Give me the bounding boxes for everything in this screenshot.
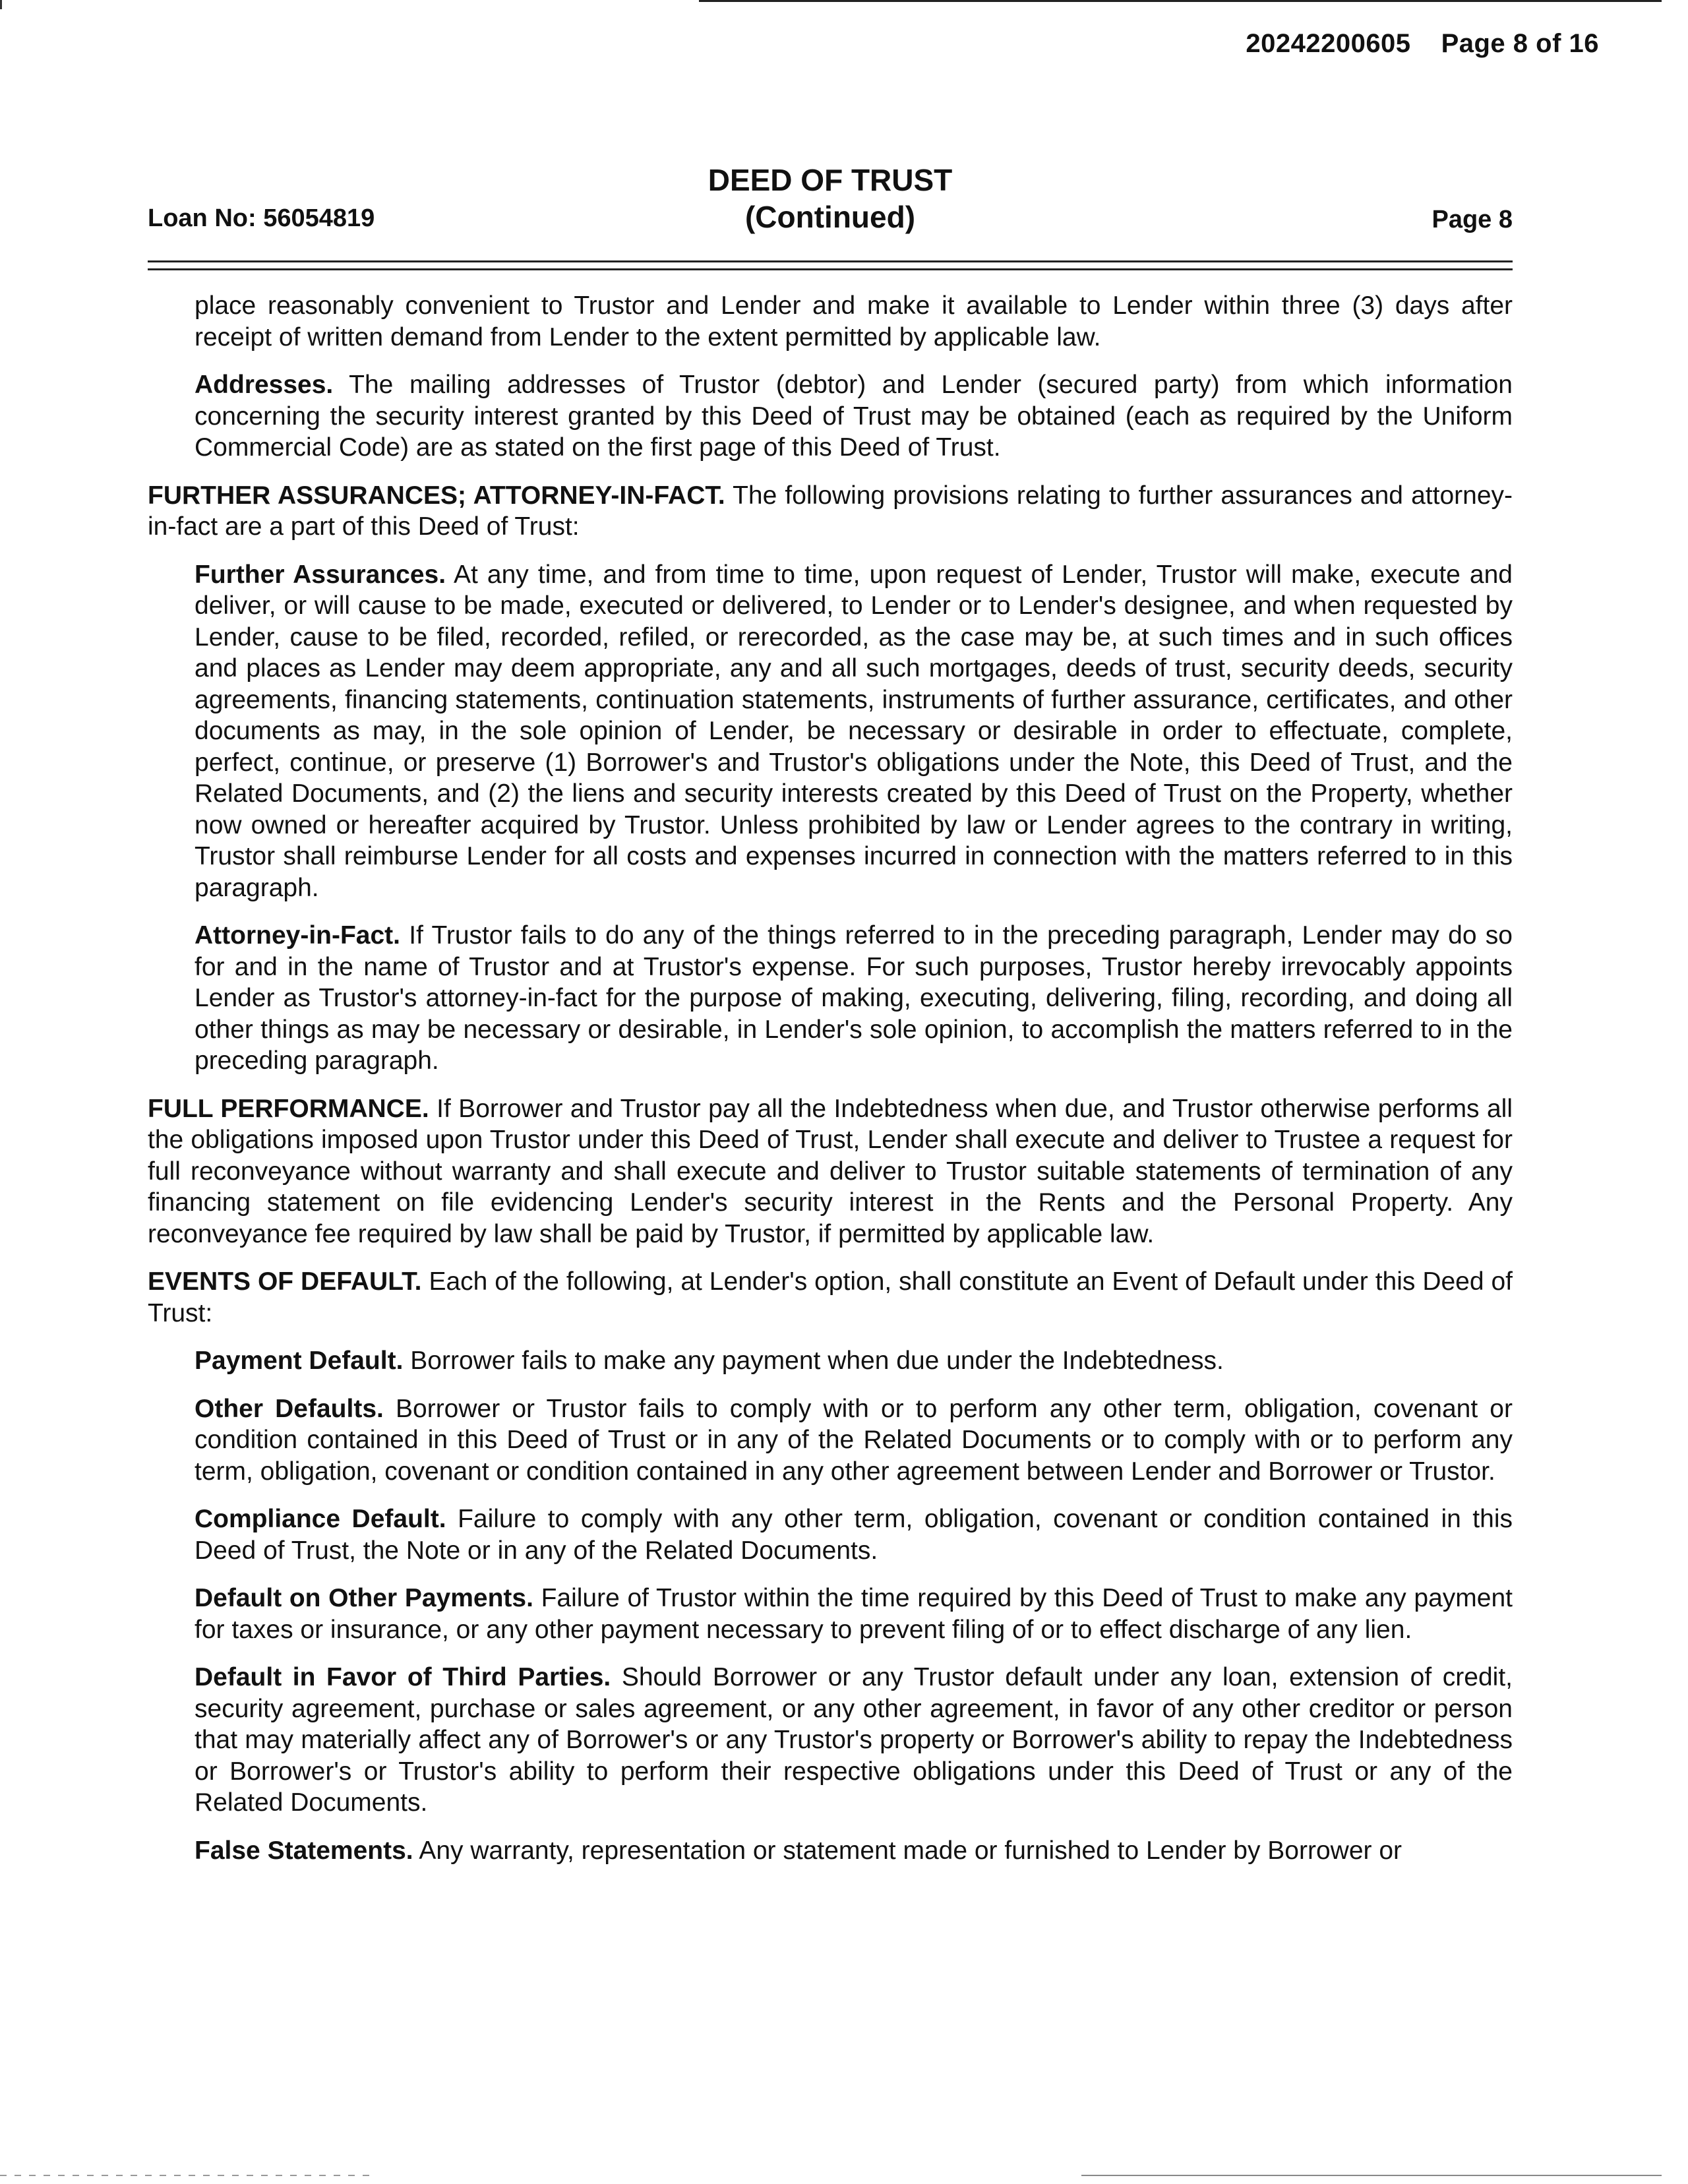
paragraph-heading: Addresses. bbox=[195, 371, 334, 399]
section-full-performance bbox=[148, 1093, 1513, 1250]
paragraph-text: If Trustor fails to do any of the things referred to in the preceding paragraph, Lender may do so for and in the name of Trustor and at Trustor's expense. For such purposes, Trustor hereby irrevocably appoints Lender as Trustor's attorney-in-fact for the purpose of making, executing, delivering, filing, recording, and doing all other things as may be necessary or desirable, in Lender's sole opinion, to accomplish the matters referred to in the preceding paragraph. bbox=[195, 921, 1513, 1075]
scan-artifact-left bbox=[0, 2175, 369, 2176]
recording-stamp bbox=[1246, 29, 1599, 59]
paragraph-text: Borrower fails to make any payment when due under the Indebtedness. bbox=[410, 1347, 1224, 1375]
section-text: The following provisions relating to further assurances and attorney-in-fact are a part of this Deed of Trust: bbox=[148, 481, 1513, 541]
paragraph-heading: Further Assurances. bbox=[195, 560, 446, 589]
section-events-of-default bbox=[148, 1266, 1513, 1329]
paragraph-text: Any warranty, representation or statement made or furnished to Lender by Borrower or bbox=[419, 1836, 1402, 1865]
paragraph-payment-default bbox=[195, 1345, 1513, 1377]
paragraph-heading: Default in Favor of Third Parties. bbox=[195, 1663, 611, 1691]
paragraph-text: At any time, and from time to time, upon request of Lender, Trustor will make, execute and deliver, or will cause to be made, executed or delivered, to Lender or to Lender's designee, and when requested by Lender, cause to be filed, recorded, refiled, or rerecorded, as the case may be, at such times and in such offices and places as Lender may deem appropriate, any and all such mortgages, deeds of trust, security deeds, security agreements, financing statements, continuation statements, instruments of further assurance, certificates, and other documents as may, in the sole opinion of Lender, be necessary or desirable in order to effectuate, complete, perfect, continue, or preserve (1) Borrower's and Trustor's obligations under the Note, this Deed of Trust, and the Related Documents, and (2) the liens and security interests created by this Deed of Trust on the Property, whether now owned or hereafter acquired by Trustor. Unless prohibited by law or Lender agrees to the contrary in writing, Trustor shall reimburse Lender for all costs and expenses incurred in connection with the matters referred to in this paragraph. bbox=[195, 560, 1513, 902]
paragraph-other-defaults bbox=[195, 1393, 1513, 1488]
header-rule-top bbox=[148, 260, 1513, 262]
paragraph-text: Failure to comply with any other term, obligation, covenant or condition contained in this Deed of Trust, the Note or in any of the Related Documents. bbox=[195, 1505, 1513, 1565]
scan-artifact-right bbox=[1081, 2175, 1662, 2176]
scan-top-rule bbox=[699, 0, 1662, 2]
section-heading: FULL PERFORMANCE. bbox=[148, 1094, 429, 1123]
loan-number: Loan No: 56054819 bbox=[148, 204, 375, 232]
title-main: DEED OF TRUST bbox=[708, 163, 953, 197]
page-number: Page 8 bbox=[1432, 206, 1513, 233]
paragraph-continuation bbox=[195, 290, 1513, 353]
section-text: Each of the following, at Lender's option, shall constitute an Event of Default under this Deed of Trust: bbox=[148, 1267, 1513, 1327]
paragraph-heading: Attorney-in-Fact. bbox=[195, 921, 400, 950]
header-rule-bottom bbox=[148, 268, 1513, 270]
recording-number: 20242200605 bbox=[1246, 29, 1411, 58]
title-continued: (Continued) bbox=[744, 200, 916, 234]
paragraph-heading: Default on Other Payments. bbox=[195, 1584, 533, 1612]
document-body bbox=[148, 290, 1513, 1883]
paragraph-text: The mailing addresses of Trustor (debtor) and Lender (secured party) from which information concerning the security interest granted by this Deed of Trust may be obtained (each as required by the Uniform Commercial Code) are as stated on the first page of this Deed of Trust. bbox=[195, 371, 1513, 462]
paragraph-heading: Compliance Default. bbox=[195, 1505, 446, 1533]
paragraph-default-other-payments bbox=[195, 1583, 1513, 1645]
paragraph-heading: False Statements. bbox=[195, 1836, 413, 1865]
paragraph-text: Should Borrower or any Trustor default under any loan, extension of credit, security agreement, purchase or sales agreement, or any other agreement, in favor of any other creditor or person that may materially affect any of Borrower's or any Trustor's property or Borrower's ability to repay the Indebtedness or Borrower's or Trustor's ability to perform their respective obligations under this Deed of Trust or any of the Related Documents. bbox=[195, 1663, 1513, 1817]
paragraph-heading: Payment Default. bbox=[195, 1347, 404, 1375]
paragraph-text: place reasonably convenient to Trustor and Lender and make it available to Lender within three (3) days after receipt of written demand from Lender to the extent permitted by applicable law. bbox=[195, 291, 1513, 351]
paragraph-attorney-in-fact bbox=[195, 920, 1513, 1077]
paragraph-compliance-default bbox=[195, 1503, 1513, 1566]
section-heading: FURTHER ASSURANCES; ATTORNEY-IN-FACT. bbox=[148, 481, 725, 510]
paragraph-text: Failure of Trustor within the time required by this Deed of Trust to make any payment for taxes or insurance, or any other payment necessary to prevent filing of or to effect discharge of any lien. bbox=[195, 1584, 1513, 1644]
section-further-assurances bbox=[148, 480, 1513, 543]
paragraph-further-assurances bbox=[195, 559, 1513, 904]
paragraph-false-statements bbox=[195, 1835, 1513, 1867]
paragraph-heading: Other Defaults. bbox=[195, 1394, 384, 1423]
scan-edge-mark bbox=[0, 0, 2, 9]
paragraph-text: Borrower or Trustor fails to comply with or to perform any other term, obligation, covenant or condition contained in this Deed of Trust or in any of the Related Documents or to comply with or to perform any term, obligation, covenant or condition contained in any other agreement between Lender and Borrower or Trustor. bbox=[195, 1394, 1513, 1486]
recording-page-label: Page 8 of 16 bbox=[1441, 29, 1599, 58]
paragraph-default-third-parties bbox=[195, 1662, 1513, 1819]
document-header bbox=[148, 162, 1513, 241]
paragraph-addresses bbox=[195, 369, 1513, 464]
section-text: If Borrower and Trustor pay all the Indebtedness when due, and Trustor otherwise performs all the obligations imposed upon Trustor under this Deed of Trust, Lender shall execute and deliver to Trustee a request for full reconveyance without warranty and shall execute and deliver to Trustor suitable statements of termination of any financing statement on file evidencing Lender's security interest in the Rents and the Personal Property. Any reconveyance fee required by law shall be paid by Trustor, if permitted by applicable law. bbox=[148, 1094, 1513, 1248]
document-title bbox=[148, 162, 1513, 235]
section-heading: EVENTS OF DEFAULT. bbox=[148, 1267, 422, 1296]
